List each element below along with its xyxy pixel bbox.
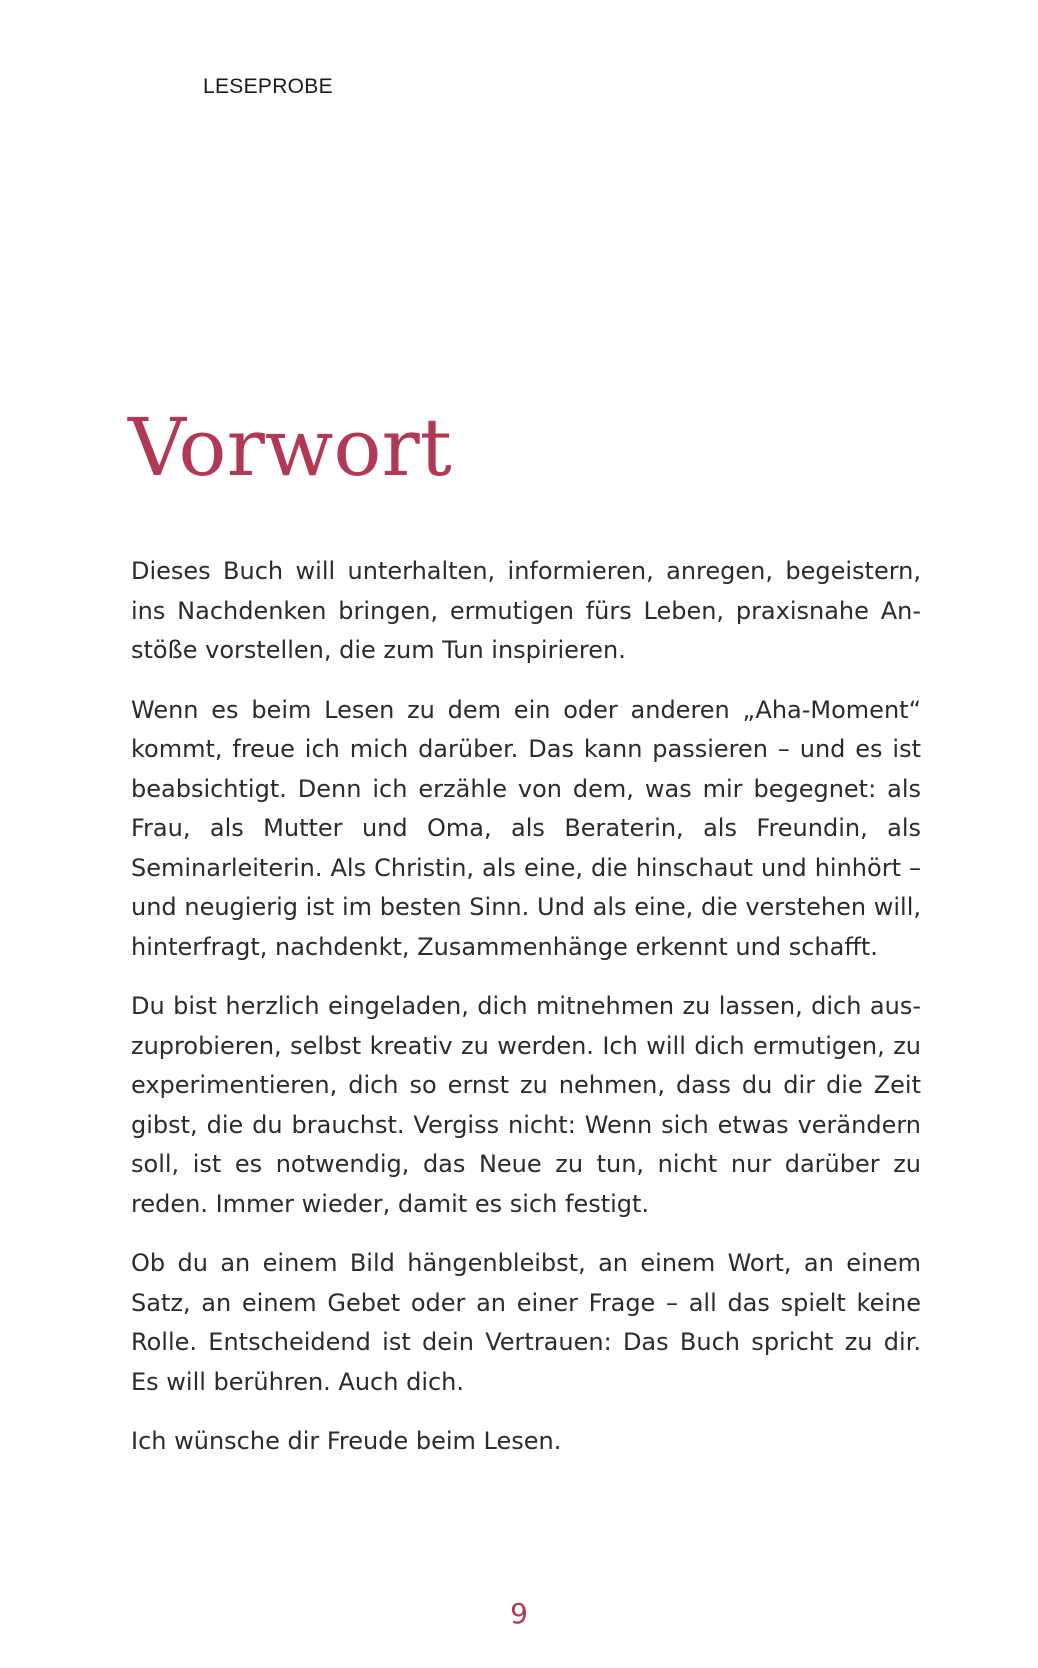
excerpt-label: LESEPROBE [203, 75, 333, 98]
chapter-title: Vorwort [128, 401, 452, 494]
paragraph-4: Ob du an einem Bild hängenbleibst, an einem Wort, an einem Satz, an einem Gebet oder an einer Frage – all das spielt keine Rolle. Entscheidend ist dein Vertrauen: Das Buch spricht zu dir. Es will berühren. Auch dich. [131, 1249, 921, 1396]
paragraph-2: Wenn es beim Lesen zu dem ein oder anderen „Aha-Moment“ kommt, freue ich mich darüber. Das kann passieren – und es ist beabsichtigt. Denn ich erzähle von dem, was mir begegnet: als Frau, als Mutter und Oma, als Beraterin, als Freundin, als Seminarleiterin. Als Christin, als eine, die hinschaut und hinhört – und neugierig ist im besten Sinn. Und als eine, die verstehen will, hinterfragt, nachdenkt, Zusammenhänge erkennt und schafft. [131, 695, 921, 961]
paragraph-3: Du bist herzlich eingeladen, dich mitnehmen zu lassen, dich auszuprobieren, selbst kreativ zu werden. Ich will dich ermutigen, zu experimentieren, dich so ernst zu nehmen, dass du dir die Zeit gibst, die du brauchst. Vergiss nicht: Wenn sich etwas verändern soll, ist es notwendig, das Neue zu tun, nicht nur darüber zu reden. Immer wieder, damit es sich festigt. [131, 992, 921, 1218]
body-text [131, 552, 921, 1482]
paragraph-5: Ich wünsche dir Freude beim Lesen. [131, 1427, 562, 1455]
paragraph-1: Dieses Buch will unterhalten, informieren, anregen, begeistern, ins Nachdenken bringen, ermutigen fürs Leben, praxisnahe Anstöße vorstellen, die zum Tun inspirieren. [131, 557, 921, 664]
page-number: 9 [510, 1597, 528, 1630]
